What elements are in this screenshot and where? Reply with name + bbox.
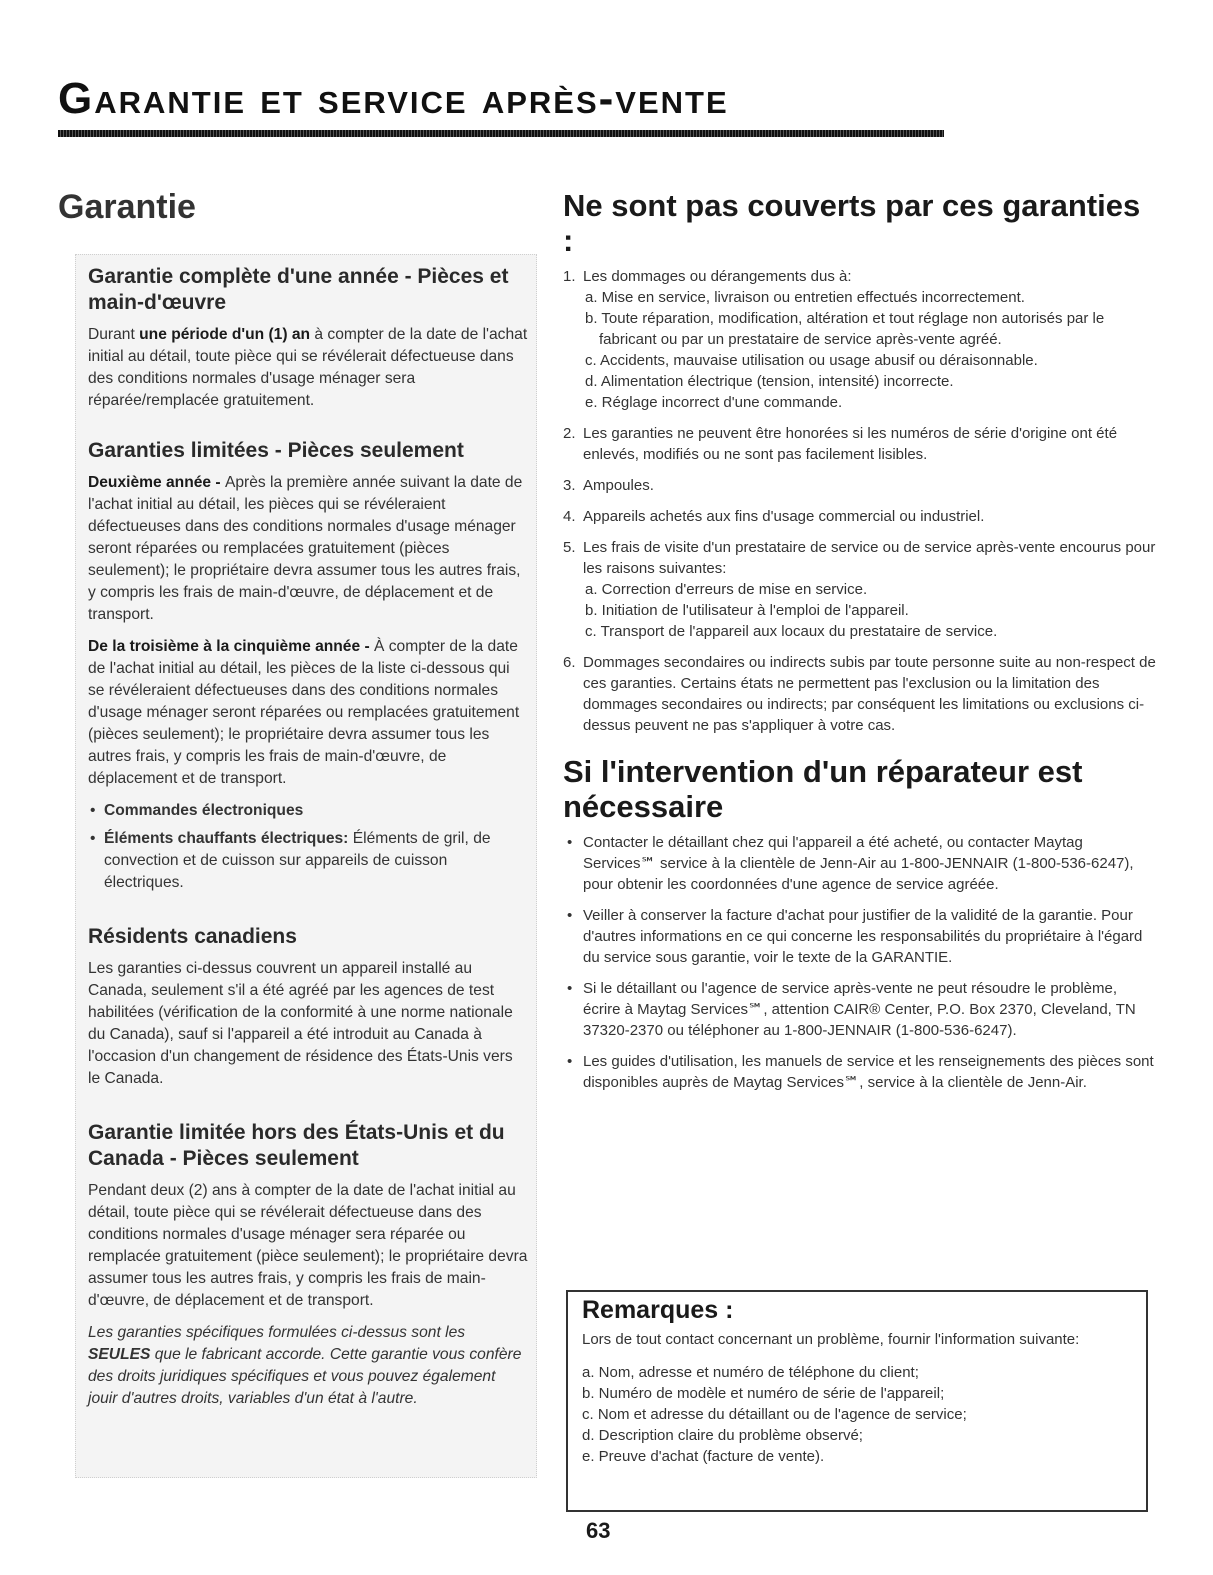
exclusion-text: Les frais de visite d'un prestataire de service ou de service après-vente encourus pour les raisons suivantes: [583,539,1156,577]
repair-instruction: • Les guides d'utilisation, les manuels de service et les renseignements des pièces sont disponibles auprès de Maytag Services℠, service à la clientèle de Jenn-Air. [563,1051,1158,1093]
repair-instruction: • Si le détaillant ou l'agence de service après-vente ne peut résoudre le problème, écrire à Maytag Services℠, attention CAIR® Center, P.O. Box 2370, Cleveland, TN 37320-2370 ou téléphoner au 1-800-JENNAIR (1-800-536-6247). [563,978,1158,1041]
exclusion-number: 2. [563,425,576,442]
exclusion-item [563,652,1158,736]
second-year-body: Après la première année suivant la date de l'achat initial au détail, les pièces qui se révéleraient défectueuses dans des conditions normales d'usage ménager seront réparées ou remplacées gratuitement (pièces seulement); le propriétaire devra assumer tous les autres frais, y compris les frais de main-d'œuvre, de déplacement et de transport. [88,474,523,623]
covered-part-heating-elements [88,828,528,894]
second-year-text [88,472,528,626]
exclusion-text: Ampoules. [583,477,654,494]
exclusion-text: Appareils achetés aux fins d'usage commercial ou industriel. [583,508,985,525]
exclusion-subitem: e. Réglage incorrect d'une commande. [585,394,843,411]
repair-instruction: • Contacter le détaillant chez qui l'appareil a été acheté, ou contacter Maytag Services℠ service à la clientèle de Jenn-Air au 1-800-JENNAIR (1-800-536-6247), pour obtenir les coordonnées d'une agence de service agréée. [563,832,1158,895]
exclusion-subitem: b. Toute réparation, modification, altération et tout réglage non autorisés par le fabricant ou par un prestataire de service après-vente agréé. [585,310,1105,348]
page-title-text: Garantie et service après-vente [58,74,729,123]
heating-elements-text: Éléments de gril, de convection et de cuisson sur appareils de cuisson électriques. [104,830,491,891]
exclusion-text: Dommages secondaires ou indirects subis par toute personne suite au non-respect de ces garanties. Certains états ne permettent pas l'exclusion ou la limitation des dommages secondaires ou indirects; par conséquent les limitations ou exclusions ci-dessus peuvent ne pas s'appliquer à votre cas. [583,654,1156,734]
exclusion-subitem: c. Transport de l'appareil aux locaux du prestataire de service. [585,623,998,640]
notes-item: b. Numéro de modèle et numéro de série de l'appareil; [582,1385,945,1402]
outside-warranty-text: Pendant deux (2) ans à compter de la date de l'achat initial au détail, toute pièce qui se révélerait défectueuse dans des conditions normales d'usage ménager sera réparée ou remplacée gratuitement (pièce seulement); le propriétaire devra assumer tous les autres frais, y compris les frais de main-d'œuvre, de déplacement et de transport. [88,1182,528,1309]
exclusion-number: 4. [563,508,576,525]
exclusion-item [563,423,1158,465]
exclusion-subitem: a. Mise en service, livraison ou entretien effectués incorrectement. [585,289,1025,306]
title-rule [58,130,944,137]
full-warranty-heading: Garantie complète d'une année - Pièces et main-d'œuvre [88,265,509,314]
heating-elements-label: Éléments chauffants électriques: [104,830,353,847]
exclusion-subitem: a. Correction d'erreurs de mise en service. [585,581,868,598]
exclusion-item [563,537,1158,642]
canada-heading: Résidents canadiens [88,925,297,948]
warranty-details [88,256,528,1410]
warranty-disclaimer [88,1322,528,1410]
notes-item: d. Description claire du problème observé; [582,1427,863,1444]
notes-item: c. Nom et adresse du détaillant ou de l'agence de service; [582,1406,967,1423]
exclusion-subitem: c. Accidents, mauvaise utilisation ou usage abusif ou déraisonnable. [585,352,1038,369]
covered-part-electronic-controls [88,800,528,822]
exclusion-number: 1. [563,268,576,285]
outside-warranty-heading: Garantie limitée hors des États-Unis et du Canada - Pièces seulement [88,1121,505,1170]
exclusions-column [563,188,1158,1103]
exclusion-subitem: d. Alimentation électrique (tension, intensité) incorrecte. [585,373,954,390]
third-fifth-year-body: À compter de la date de l'achat initial au détail, les pièces de la liste ci-dessous qui se révéleraient défectueuses dans des conditions normales d'usage ménager seront réparées ou remplacées gratuitement (pièces seulement); le propriétaire devra assumer tous les autres frais, y compris les frais de main-d'œuvre, de déplacement et de transport. [88,638,520,787]
notes-intro: Lors de tout contact concernant un problème, fournir l'information suivante: [582,1331,1080,1348]
disclaimer-emphasis: SEULES [88,1346,151,1363]
third-fifth-year-label: De la troisième à la cinquième année - [88,638,374,655]
warranty-column [58,188,538,251]
page-title [58,74,729,124]
exclusion-number: 6. [563,654,576,671]
disclaimer-part-b: que le fabricant accorde. Cette garantie vous confère des droits juridiques spécifiques et vous pouvez également jouir d'autres droits, variables d'un état à l'autre. [88,1346,522,1407]
electronic-controls-label: Commandes électroniques [104,802,304,819]
warranty-heading: Garantie [58,188,196,226]
notes-item: a. Nom, adresse et numéro de téléphone du client; [582,1364,919,1381]
notes-box [566,1290,1148,1512]
limited-warranty-heading: Garanties limitées - Pièces seulement [88,439,464,462]
disclaimer-part-a: Les garanties spécifiques formulées ci-dessus sont les [88,1324,466,1341]
second-year-label: Deuxième année - [88,474,225,491]
exclusion-number: 5. [563,539,576,556]
notes-list [582,1362,1136,1467]
notes-heading: Remarques : [582,1296,734,1324]
notes-item: e. Preuve d'achat (facture de vente). [582,1448,825,1465]
repair-instructions-list [563,832,1158,1093]
exclusion-text: Les dommages ou dérangements dus à: [583,268,852,285]
canada-text: Les garanties ci-dessus couvrent un appareil installé au Canada, seulement s'il a été agréé par les agences de test habilitées (vérification de la conformité à une norme nationale du Canada), sauf si l'appareil a été introduit au Canada à l'occasion d'un changement de résidence des États-Unis vers le Canada. [88,960,513,1087]
third-fifth-year-text [88,636,528,790]
not-covered-heading: Ne sont pas couverts par ces garanties : [563,188,1141,258]
full-warranty-text [88,324,528,412]
exclusion-item [563,266,1158,413]
full-warranty-rest: à compter de la date de l'achat initial au détail, toute pièce qui se révélerait défectueuse dans des conditions normales d'usage ménager sera réparée/remplacée gratuitement. [88,326,528,409]
exclusion-number: 3. [563,477,576,494]
full-warranty-period: une période d'un (1) an [139,326,311,343]
exclusion-subitem: b. Initiation de l'utilisateur à l'emploi de l'appareil. [585,602,909,619]
repair-heading: Si l'intervention d'un réparateur est nécessaire [563,754,1083,824]
exclusion-text: Les garanties ne peuvent être honorées si les numéros de série d'origine ont été enlevés, modifiés ou ne sont pas facilement lisibles. [583,425,1118,463]
page-number: 63 [586,1518,611,1543]
exclusions-list [563,266,1158,736]
exclusion-item [563,475,1158,496]
full-warranty-lead: Durant [88,326,140,343]
repair-instruction: • Veiller à conserver la facture d'achat pour justifier de la validité de la garantie. Pour d'autres informations en ce qui concerne les responsabilités du propriétaire à l'égard du service sous garantie, voir le texte de la GARANTIE. [563,905,1158,968]
exclusion-item [563,506,1158,527]
